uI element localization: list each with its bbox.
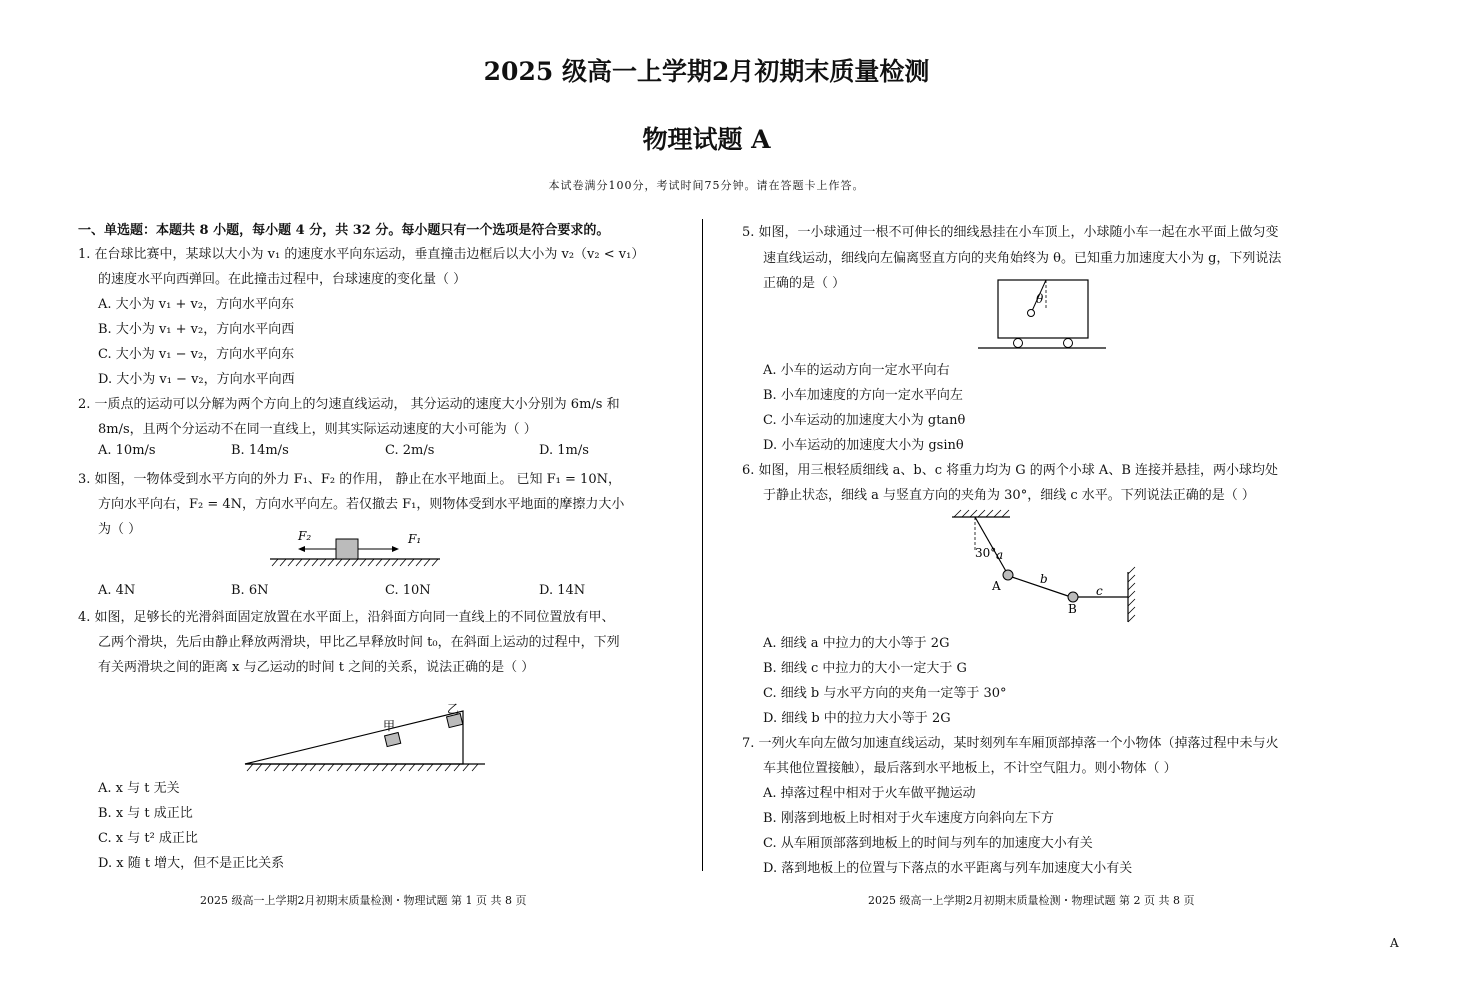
q5-line3: 正确的是（ ）: [763, 276, 846, 291]
q7-option-c: C. 从车厢顶部落到地板上的时间与列车的加速度大小有关: [763, 836, 1093, 851]
q4-line3: 有关两滑块之间的距离 x 与乙运动的时间 t 之间的关系，说法正确的是（ ）: [98, 660, 535, 675]
q5-option-b: B. 小车加速度的方向一定水平向左: [763, 388, 963, 403]
q5-option-c: C. 小车运动的加速度大小为 gtanθ: [763, 413, 966, 428]
q4-line2: 乙两个滑块，先后由静止释放两滑块，甲比乙早释放时间 t₀，在斜面上运动的过程中，下列: [98, 635, 620, 650]
jia-label: 甲: [383, 719, 396, 733]
block: [336, 539, 358, 559]
string-a: [975, 517, 1007, 573]
ground-hatch: [247, 764, 478, 771]
q6-line1: 6. 如图，用三根轻质细线 a、b、c 将重力均为 G 的两个小球 A、B 连接并悬挂，两小球均处: [742, 463, 1279, 478]
q7-option-d: D. 落到地板上的位置与下落点的水平距离与列车加速度大小有关: [763, 861, 1133, 876]
q3-line3: 为（ ）: [98, 522, 142, 537]
q5-option-a: A. 小车的运动方向一定水平向右: [763, 363, 950, 378]
q4-option-a: A. x 与 t 无关: [98, 781, 180, 796]
q1-option-a: A. 大小为 v₁ + v₂，方向水平向东: [98, 297, 295, 312]
f1-label: F₁: [408, 532, 422, 546]
label-ball-a: A: [992, 579, 1001, 593]
q3-figure: [268, 529, 443, 569]
q6-option-d: D. 细线 b 中的拉力大小等于 2G: [763, 711, 951, 726]
q7-line1: 7. 一列火车向左做匀加速直线运动，某时刻列车车厢顶部掉落一个小物体（掉落过程中未与火: [742, 736, 1279, 751]
q2-option-d: D. 1m/s: [539, 443, 589, 458]
q4-option-c: C. x 与 t² 成正比: [98, 831, 198, 846]
q7-option-a: A. 掉落过程中相对于火车做平抛运动: [763, 786, 976, 801]
theta-label: θ: [1036, 292, 1044, 306]
q3-option-d: D. 14N: [539, 583, 586, 598]
q2-line2: 8m/s，且两个分运动不在同一直线上，则其实际运动速度的大小可能为（ ）: [98, 422, 537, 437]
q1-option-d: D. 大小为 v₁ − v₂，方向水平向西: [98, 372, 295, 387]
q6-figure: [950, 507, 1140, 632]
q3-option-c: C. 10N: [385, 583, 431, 598]
q2-option-b: B. 14m/s: [231, 443, 289, 458]
q7-option-b: B. 刚落到地板上时相对于火车速度方向斜向左下方: [763, 811, 1054, 826]
q6-line2: 于静止状态，细线 a 与竖直方向的夹角为 30°，细线 c 水平。下列说法正确的是（ ）: [763, 488, 1255, 503]
block-jia: [385, 733, 401, 747]
q1-line2: 的速度水平向西弹回。在此撞击过程中，台球速度的变化量（ ）: [98, 272, 467, 287]
label-c: c: [1096, 584, 1103, 598]
q2-option-c: C. 2m/s: [385, 443, 435, 458]
footer-left: 2025 级高一上学期2月初期末质量检测・物理试题 第 1 页 共 8 页: [200, 894, 527, 907]
angle-label: 30°: [975, 546, 997, 560]
q5-option-d: D. 小车运动的加速度大小为 gsinθ: [763, 438, 964, 453]
q3-option-a: A. 4N: [98, 583, 136, 598]
q3-line2: 方向水平向右，F₂ = 4N，方向水平向左。若仅撤去 F₁，则物体受到水平地面的摩擦力大小: [98, 497, 625, 512]
q6-option-b: B. 细线 c 中拉力的大小一定大于 G: [763, 661, 967, 676]
f2-label: F₂: [298, 529, 312, 543]
footer-right: 2025 级高一上学期2月初期末质量检测・物理试题 第 2 页 共 8 页: [868, 894, 1195, 907]
exam-note: 本试卷满分100分，考试时间75分钟。请在答题卡上作答。: [548, 179, 865, 192]
ball: [1028, 310, 1035, 317]
q1-option-c: C. 大小为 v₁ − v₂，方向水平向东: [98, 347, 295, 362]
q3-line1: 3. 如图，一物体受到水平方向的外力 F₁、F₂ 的作用， 静止在水平地面上。 已知 F₁ = 10N，: [78, 472, 621, 487]
q2-option-a: A. 10m/s: [98, 443, 156, 458]
label-b: b: [1040, 572, 1048, 586]
exam-title: 2025 级高一上学期2月初期末质量检测: [483, 57, 930, 86]
label-a: a: [996, 548, 1004, 562]
q7-line2: 车其他位置接触），最后落到水平地板上，不计空气阻力。则小物体（ ）: [763, 761, 1177, 776]
corner-mark: A: [1390, 936, 1399, 950]
q1-option-b: B. 大小为 v₁ + v₂，方向水平向西: [98, 322, 295, 337]
q5-line1: 5. 如图，一小球通过一根不可伸长的细线悬挂在小车顶上，小球随小车一起在水平面上做匀变: [742, 225, 1279, 240]
exam-subtitle: 物理试题 A: [642, 125, 771, 154]
q4-option-d: D. x 随 t 增大，但不是正比关系: [98, 856, 285, 871]
yi-label: 乙: [447, 702, 460, 716]
q4-line1: 4. 如图，足够长的光滑斜面固定放置在水平面上，沿斜面方向同一直线上的不同位置放有甲、: [78, 610, 615, 625]
ball-a: [1003, 570, 1013, 580]
ground-hatch: [272, 559, 438, 566]
label-ball-b: B: [1068, 602, 1077, 616]
q4-option-b: B. x 与 t 成正比: [98, 806, 193, 821]
section-heading: 一、单选题：本题共 8 小题，每小题 4 分，共 32 分。每小题只有一个选项是符合要求的。: [78, 223, 610, 238]
q5-figure: [978, 277, 1108, 352]
cart-wheel: [1014, 339, 1023, 348]
cart-body: [998, 280, 1088, 338]
q6-option-c: C. 细线 b 与水平方向的夹角一定等于 30°: [763, 686, 1007, 701]
q3-option-b: B. 6N: [231, 583, 269, 598]
column-divider: [702, 219, 703, 871]
q6-option-a: A. 细线 a 中拉力的大小等于 2G: [763, 636, 950, 651]
q4-figure: [243, 684, 488, 774]
q1-line1: 1. 在台球比赛中，某球以大小为 v₁ 的速度水平向东运动，垂直撞击边框后以大小为 v₂（v₂ < v₁）: [78, 247, 645, 262]
ball-b: [1068, 592, 1078, 602]
q2-line1: 2. 一质点的运动可以分解为两个方向上的匀速直线运动， 其分运动的速度大小分别为 6m/s 和: [78, 397, 620, 412]
q5-line2: 速直线运动，细线向左偏离竖直方向的夹角始终为 θ。已知重力加速度大小为 g，下列说法: [763, 251, 1282, 266]
incline: [245, 711, 463, 764]
cart-wheel: [1064, 339, 1073, 348]
